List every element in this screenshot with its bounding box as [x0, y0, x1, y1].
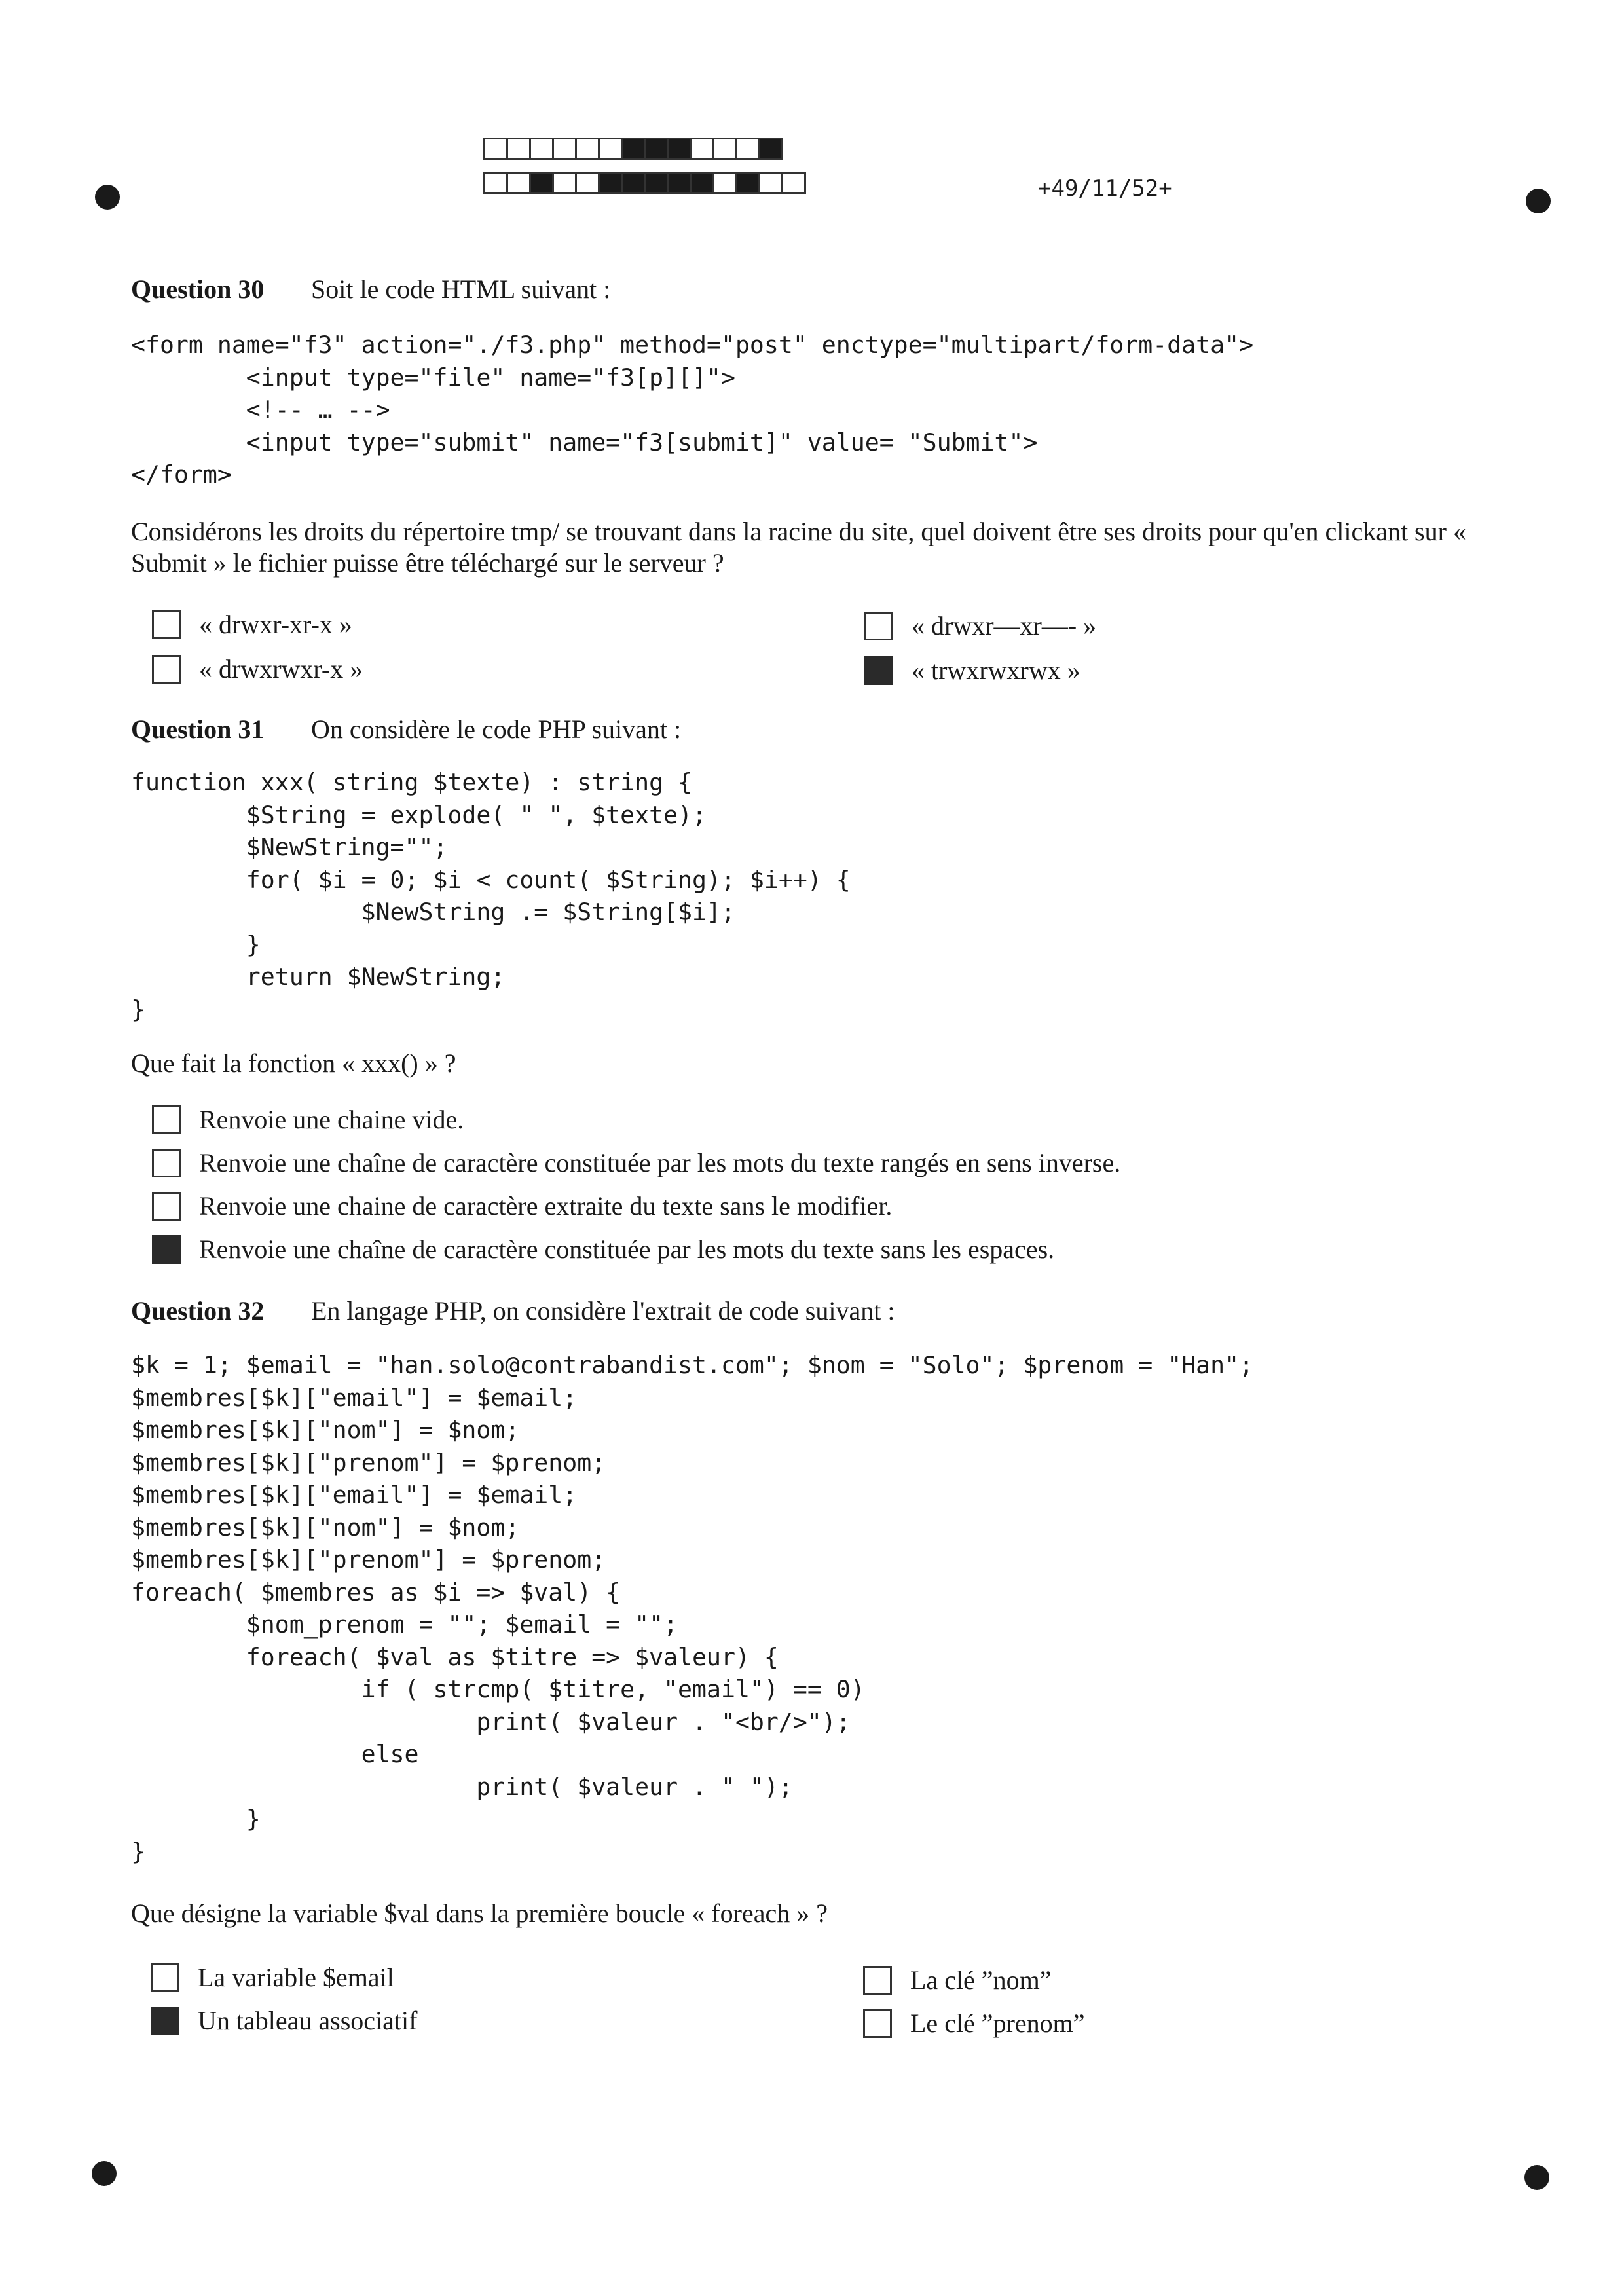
barcode-cell	[735, 138, 760, 160]
option-label: « drwxr—xr—- »	[912, 611, 1097, 640]
checkbox[interactable]	[864, 656, 893, 685]
barcode-cell	[644, 138, 669, 160]
question-30-header	[131, 274, 610, 305]
question-title: En langage PHP, on considère l'extrait de code suivant :	[311, 1296, 895, 1325]
q31-code-block: function xxx( string $texte) : string { $String = explode( " ", $texte); $NewString=""; for( $i = 0; $i < count( $String); $i++) { $NewString .= $String[$i]; } return $NewString; }	[131, 768, 851, 1024]
barcode-cell	[758, 138, 783, 160]
checkbox[interactable]	[863, 1966, 892, 1995]
option-label: « trwxrwxrwx »	[912, 656, 1080, 685]
barcode-cell	[758, 172, 783, 194]
q30-prompt: Considérons les droits du répertoire tmp/ se trouvant dans la racine du site, quel doivent être ses droits pour qu'en clickant sur « Submit » le fichier puisse être téléchargé sur le serveur ?	[131, 517, 1466, 578]
barcode-cell	[483, 138, 508, 160]
option-label: La clé ”nom”	[910, 1965, 1052, 1995]
registration-mark-top-left	[95, 185, 120, 210]
checkbox[interactable]	[152, 610, 181, 639]
checkbox[interactable]	[152, 1149, 181, 1177]
barcode-cell	[735, 172, 760, 194]
registration-mark-bottom-right	[1524, 2165, 1549, 2190]
barcode-cell	[690, 172, 714, 194]
barcode-cell	[712, 172, 737, 194]
registration-mark-top-right	[1526, 189, 1551, 213]
option-label: Renvoie une chaine vide.	[199, 1105, 464, 1134]
q32-option-c[interactable]	[863, 1965, 1051, 1995]
barcode-cell	[552, 172, 577, 194]
barcode-cell	[667, 172, 692, 194]
q32-prompt: Que désigne la variable $val dans la première boucle « foreach » ?	[131, 1898, 828, 1928]
barcode-cell	[690, 138, 714, 160]
barcode-cell	[552, 138, 577, 160]
question-title: Soit le code HTML suivant :	[311, 274, 611, 304]
question-32-header	[131, 1295, 895, 1326]
barcode-cell	[667, 138, 692, 160]
option-label: Renvoie une chaîne de caractère constituée par les mots du texte sans les espaces.	[199, 1234, 1055, 1264]
registration-mark-bottom-left	[92, 2161, 117, 2186]
barcode-cell	[598, 172, 623, 194]
q32-option-b[interactable]	[151, 2005, 417, 2036]
q31-option-a[interactable]	[152, 1104, 464, 1135]
q31-option-d[interactable]	[152, 1234, 1054, 1265]
barcode-cell	[483, 172, 508, 194]
barcode-top	[483, 138, 781, 160]
q31-prompt: Que fait la fonction « xxx() » ?	[131, 1048, 456, 1078]
option-label: Renvoie une chaîne de caractère constituée par les mots du texte rangés en sens inverse.	[199, 1148, 1121, 1177]
barcode-cell	[621, 138, 646, 160]
question-number: Question 32	[131, 1296, 265, 1325]
barcode-cell	[575, 172, 600, 194]
checkbox[interactable]	[152, 655, 181, 684]
option-label: « drwxrwxr-x »	[199, 654, 363, 684]
option-label: Renvoie une chaine de caractère extraite du texte sans le modifier.	[199, 1191, 893, 1221]
barcode-cell	[506, 172, 531, 194]
checkbox[interactable]	[864, 612, 893, 640]
q31-option-b[interactable]	[152, 1147, 1120, 1178]
q30-option-b[interactable]	[152, 654, 363, 684]
question-number: Question 30	[131, 274, 265, 304]
q30-option-c[interactable]	[864, 610, 1096, 641]
checkbox[interactable]	[151, 1963, 179, 1992]
checkbox[interactable]	[863, 2009, 892, 2038]
checkbox[interactable]	[151, 2007, 179, 2035]
barcode-cell	[598, 138, 623, 160]
barcode-cell	[575, 138, 600, 160]
question-number: Question 31	[131, 714, 265, 744]
q31-option-c[interactable]	[152, 1191, 892, 1221]
q30-option-a[interactable]	[152, 609, 352, 640]
q32-option-d[interactable]	[863, 2008, 1085, 2039]
option-label: Un tableau associatif	[198, 2006, 418, 2035]
question-title: On considère le code PHP suivant :	[311, 714, 682, 744]
barcode-cell	[506, 138, 531, 160]
q32-code-block: $k = 1; $email = "han.solo@contrabandist.com"; $nom = "Solo"; $prenom = "Han"; $membres[$k]["email"] = $email; $membres[$k]["nom"] = $nom; $membres[$k]["prenom"] = $prenom; $membres[$k]["email"] = $email; $membres[$k]["nom"] = $nom; $membres[$k]["prenom"] = $prenom; foreach( $membres as $i => $val) { $nom_prenom = ""; $email = ""; foreach( $val as $titre => $valeur) { if ( strcmp( $titre, "email") == 0) print( $valeur . "<br/>"); else print( $valeur . " "); } }	[131, 1351, 1254, 1866]
checkbox[interactable]	[152, 1105, 181, 1134]
checkbox[interactable]	[152, 1235, 181, 1264]
barcode-cell	[529, 172, 554, 194]
q30-code-block: <form name="f3" action="./f3.php" method="post" enctype="multipart/form-data"> <input type="file" name="f3[p][]"> <!-- … --> <input type="submit" name="f3[submit]" value= "Submit"> </form>	[131, 331, 1254, 489]
q32-option-a[interactable]	[151, 1962, 394, 1993]
checkbox[interactable]	[152, 1192, 181, 1221]
option-label: Le clé ”prenom”	[910, 2009, 1085, 2038]
q30-option-d[interactable]	[864, 655, 1080, 686]
option-label: La variable $email	[198, 1963, 394, 1992]
barcode-cell	[529, 138, 554, 160]
question-31-header	[131, 714, 681, 745]
barcode-cell	[712, 138, 737, 160]
barcode-bottom	[483, 172, 804, 194]
page-id: +49/11/52+	[1038, 176, 1172, 202]
barcode-cell	[621, 172, 646, 194]
barcode-cell	[781, 172, 806, 194]
option-label: « drwxr-xr-x »	[199, 610, 352, 639]
barcode-cell	[644, 172, 669, 194]
